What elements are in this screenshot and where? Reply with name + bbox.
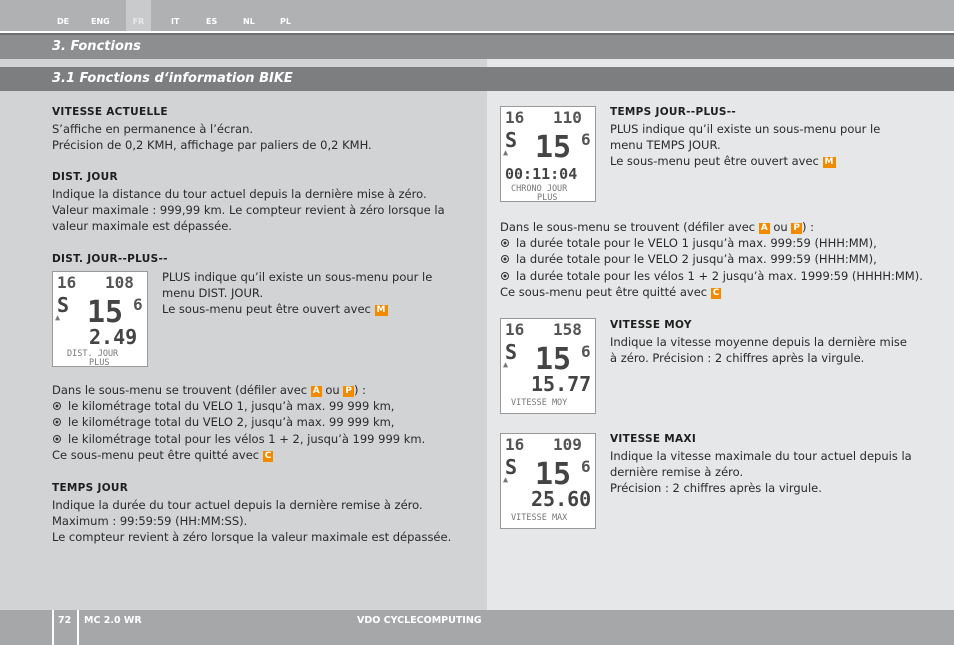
heading-vitesse-actuelle: VITESSE ACTUELLE (52, 106, 168, 118)
text-line: Indique la distance du tour actuel depuis la dernière mise à zéro. (52, 187, 427, 201)
lang-es[interactable]: ES (206, 17, 218, 26)
lcd-display-vitesse-maxi (500, 433, 596, 529)
lcd-big-value: 15 (87, 295, 124, 330)
lcd-label-plus: PLUS (89, 358, 110, 367)
lang-eng[interactable]: ENG (91, 17, 110, 26)
lcd-big-sub: 6 (581, 342, 591, 361)
text-line: S’affiche en permanence à l’écran. (52, 122, 254, 136)
text-line: PLUS indique qu’il existe un sous-menu pour le (162, 270, 433, 284)
lcd-label: VITESSE MOY (511, 398, 568, 408)
lcd-mid-value: 2.49 (89, 325, 138, 349)
lcd-label: DIST. JOUR (67, 349, 119, 359)
subsection-title: 3.1 Fonctions d‘information BIKE (52, 71, 293, 86)
lang-nl[interactable]: NL (243, 17, 255, 26)
text-line: Indique la durée du tour actuel depuis la dernière remise à zéro. (52, 498, 423, 512)
lcd-mid-value: 00:11:04 (505, 165, 578, 183)
exit-text: Ce sous-menu peut être quitté avec (52, 447, 260, 462)
list-item: le kilométrage total pour les vélos 1 + 2, jusqu’à 199 999 km. (52, 431, 425, 447)
intro-text: Dans le sous-menu se trouvent (défiler avec (52, 383, 308, 397)
lcd-big-sub: 6 (581, 130, 591, 149)
text-line: Indique la vitesse moyenne depuis la dernière mise (610, 335, 907, 349)
or-text: ou (773, 220, 788, 234)
intro-end: ) : (801, 220, 815, 234)
lcd-top-right: 109 (553, 435, 582, 454)
footer-brand: VDO CYCLECOMPUTING (357, 615, 482, 626)
list-item: la durée totale pour le VELO 1 jusqu’à max. 999:59 (HHH:MM), (500, 235, 923, 251)
text-vitesse-moy (610, 334, 907, 366)
lcd-label-plus: PLUS (537, 193, 558, 202)
text-vitesse-maxi (610, 448, 912, 497)
text-dist-jour-plus (162, 269, 432, 318)
lcd-display-vitesse-moy (500, 318, 596, 414)
lcd-unit-icon: S (505, 128, 518, 152)
heading-vitesse-moy: VITESSE MOY (610, 319, 692, 331)
or-text: ou (325, 383, 340, 397)
lcd-mid-value: 25.60 (531, 487, 592, 511)
lcd-big-sub: 6 (133, 295, 143, 314)
submenu-right (500, 219, 923, 300)
text-line: Précision de 0,2 KMH, affichage par paliers de 0,2 KMH. (52, 138, 372, 153)
list-item: la durée totale pour les vélos 1 + 2 jusqu’à max. 1999:59 (HHHH:MM). (500, 268, 923, 284)
text-line: Précision : 2 chiffres après la virgule. (610, 481, 822, 496)
heading-dist-jour: DIST. JOUR (52, 171, 118, 183)
page-number: 72 (58, 615, 72, 626)
lang-it[interactable]: IT (171, 17, 180, 26)
intro-end: ) : (353, 383, 367, 397)
key-c-icon: C (264, 450, 272, 461)
list-item: la durée totale pour le VELO 2 jusqu’à max. 999:59 (HHH:MM), (500, 251, 923, 267)
lcd-top-right: 158 (553, 320, 582, 339)
text-line (52, 382, 425, 398)
lcd-unit-icon: S (505, 340, 518, 364)
key-p-icon: P (793, 223, 800, 233)
bike-icon: ▲ (503, 360, 509, 370)
text-line (52, 447, 425, 463)
text-line: Maximum : 99:59:59 (HH:MM:SS). (52, 514, 248, 529)
key-c-icon: C (712, 287, 720, 298)
submenu-left (52, 382, 425, 463)
page-footer (0, 610, 954, 645)
text-line: PLUS indique qu’il existe un sous-menu pour le (610, 122, 881, 136)
text-vitesse-actuelle (52, 121, 372, 153)
text-line: menu DIST. JOUR. (162, 286, 264, 301)
list-item: le kilométrage total du VELO 1, jusqu’à max. 99 999 km, (52, 398, 425, 414)
lcd-big-value: 15 (535, 457, 572, 492)
lcd-top-left: 16 (505, 108, 525, 127)
bike-icon: ▲ (55, 313, 61, 323)
intro-text: Dans le sous-menu se trouvent (défiler avec (500, 220, 756, 234)
footer-model: MC 2.0 WR (84, 615, 142, 626)
lcd-unit-icon: S (57, 293, 70, 317)
text-dist-jour (52, 186, 445, 235)
key-a-icon: A (312, 386, 320, 396)
lcd-top-right: 110 (553, 108, 582, 127)
lcd-display-temps-jour (500, 106, 596, 202)
key-m-icon: M (376, 305, 386, 316)
lcd-top-right: 108 (105, 273, 134, 292)
exit-text: Ce sous-menu peut être quitté avec (500, 284, 708, 299)
text-line (500, 284, 923, 300)
open-text: Le sous-menu peut être ouvert avec (610, 154, 819, 169)
lcd-label: VITESSE MAX (511, 513, 568, 523)
section-header (0, 33, 954, 59)
list-item: le kilométrage total du VELO 2, jusqu’à max. 99 999 km, (52, 414, 425, 430)
lcd-top-left: 16 (57, 273, 77, 292)
text-line: Valeur maximale : 999,99 km. Le compteur revient à zéro lorsque la (52, 203, 445, 218)
lcd-big-value: 15 (535, 130, 572, 165)
text-line: menu TEMPS JOUR. (610, 138, 721, 153)
text-temps-jour (52, 497, 451, 546)
subsection-header (0, 67, 954, 91)
lcd-top-left: 16 (505, 435, 525, 454)
text-line: Le compteur revient à zéro lorsque la valeur maximale est dépassée. (52, 530, 452, 545)
lcd-display-dist-jour (52, 271, 148, 367)
text-line (162, 301, 432, 317)
lcd-big-value: 15 (535, 342, 572, 377)
lang-fr[interactable]: FR (126, 0, 151, 31)
text-line (500, 219, 923, 235)
heading-temps-jour: TEMPS JOUR (52, 482, 129, 494)
lcd-top-left: 16 (505, 320, 525, 339)
footer-divider (77, 610, 79, 645)
lcd-label: CHRONO JOUR (511, 184, 568, 194)
open-text: Le sous-menu peut être ouvert avec (162, 302, 371, 317)
lcd-big-sub: 6 (581, 457, 591, 476)
lcd-mid-value: 15.77 (531, 372, 592, 396)
heading-vitesse-maxi: VITESSE MAXI (610, 433, 697, 445)
heading-temps-jour-plus: TEMPS JOUR--PLUS-- (610, 106, 737, 118)
bike-icon: ▲ (503, 475, 509, 485)
lcd-unit-icon: S (505, 455, 518, 479)
text-line: dernière remise à zéro. (610, 465, 744, 480)
lang-pl[interactable]: PL (280, 17, 291, 26)
text-temps-jour-plus (610, 121, 880, 170)
key-a-icon: A (760, 223, 768, 233)
footer-divider (52, 610, 54, 645)
language-bar (0, 0, 954, 31)
section-title: 3. Fonctions (52, 39, 141, 54)
text-line: valeur maximale est dépassée. (52, 219, 232, 234)
text-line (610, 153, 880, 169)
bike-icon: ▲ (503, 148, 509, 158)
heading-dist-jour-plus: DIST. JOUR--PLUS-- (52, 253, 168, 265)
key-m-icon: M (824, 157, 834, 168)
text-line: à zéro. Précision : 2 chiffres après la virgule. (610, 351, 865, 366)
lang-de[interactable]: DE (57, 17, 70, 26)
key-p-icon: P (345, 386, 352, 396)
text-line: Indique la vitesse maximale du tour actuel depuis la (610, 449, 912, 463)
